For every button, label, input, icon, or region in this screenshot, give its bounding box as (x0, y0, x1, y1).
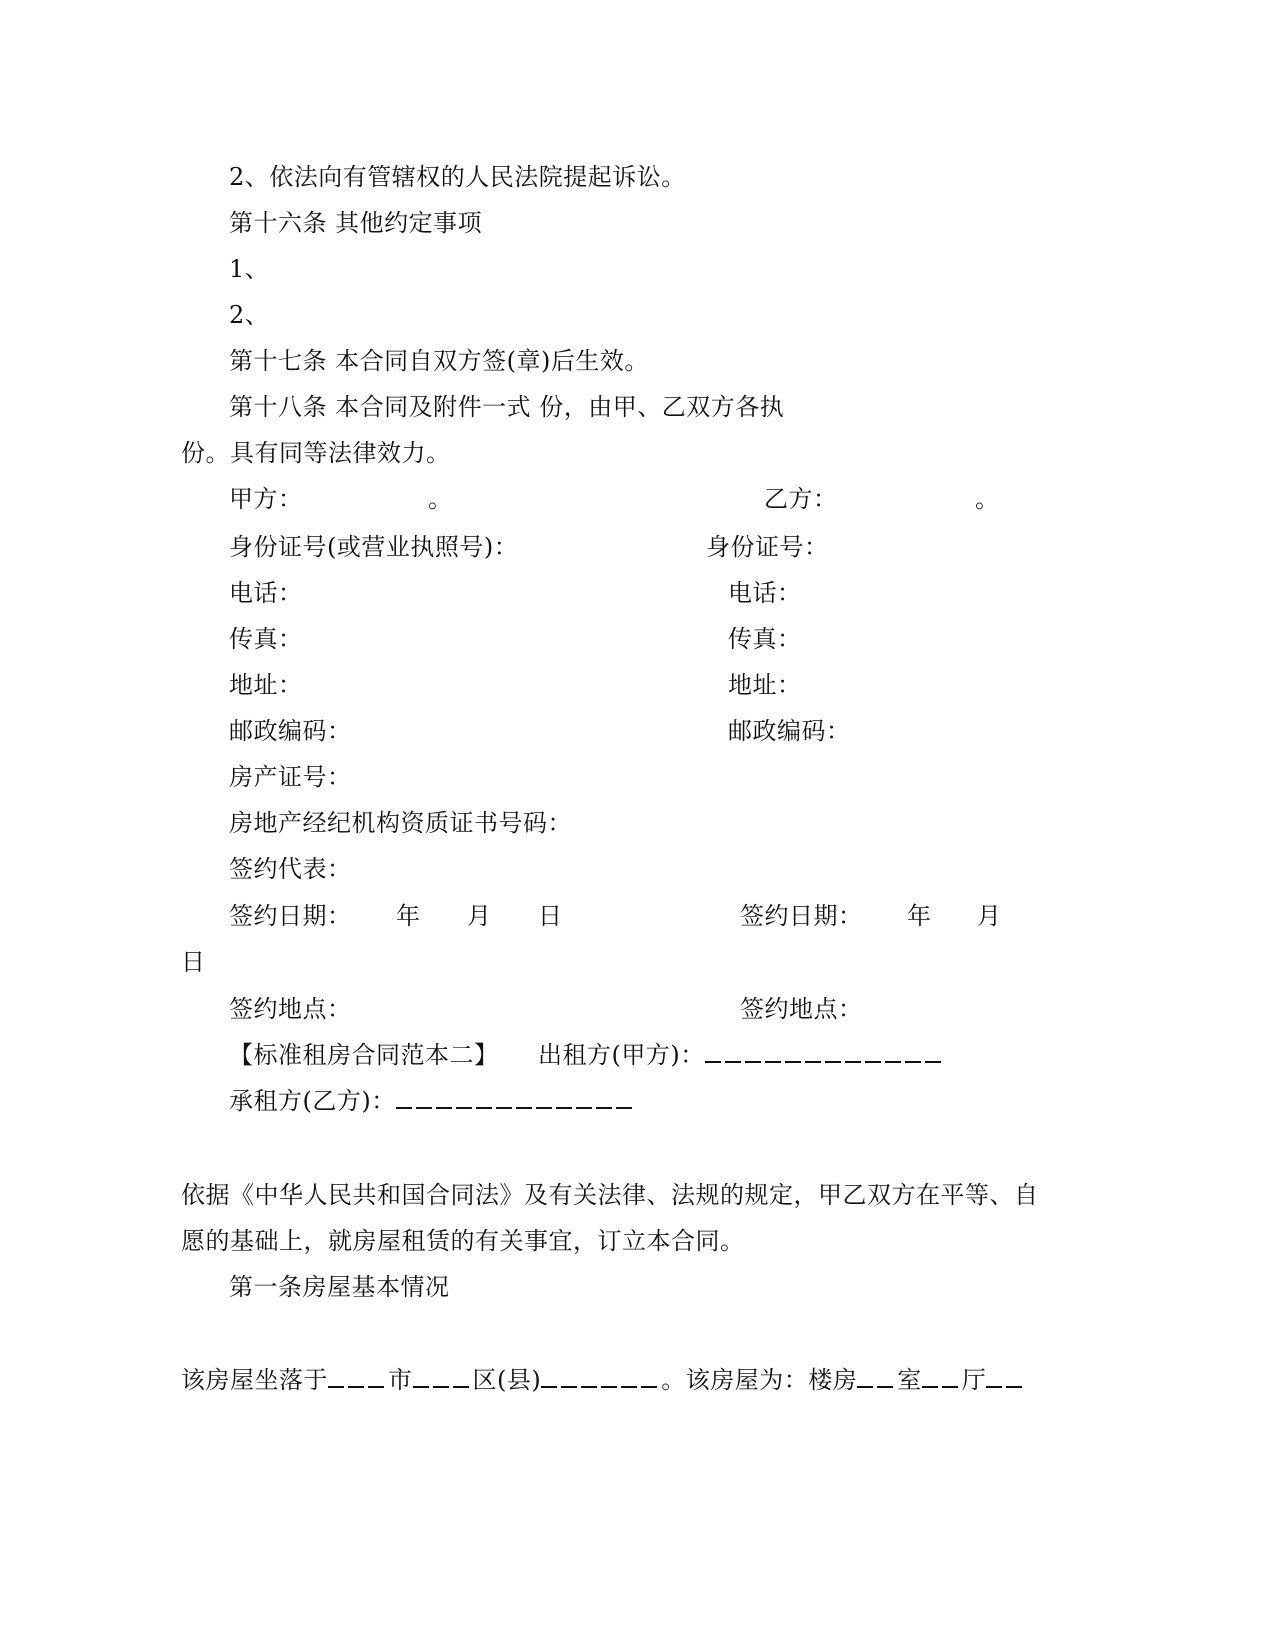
lessor-line (538, 1040, 945, 1070)
party-a-address-label: 地址： (229, 671, 303, 699)
city-label: 市 (388, 1366, 413, 1394)
party-b-name-end: 。 (975, 485, 1000, 513)
district-label: 区(县) (472, 1366, 542, 1394)
clause-15-item-2: 2、依法向有管辖权的人民法院提起诉讼。 (229, 163, 686, 191)
article-16-item-2: 2、 (229, 301, 270, 329)
lessee-line (229, 1086, 636, 1116)
district-blank (413, 1366, 473, 1394)
party-b-date-year: 年 (907, 902, 932, 930)
location-prefix: 该房屋坐落于 (181, 1366, 328, 1394)
party-b-date-month: 月 (977, 902, 1002, 930)
intro-line-1: 依据《中华人民共和国合同法》及有关法律、法规的规定，甲乙双方在平等、自 (181, 1181, 1039, 1209)
party-b-label: 乙方： (764, 485, 838, 513)
party-b-address-label: 地址： (728, 671, 802, 699)
party-b-phone-label: 电话： (728, 579, 802, 607)
lessor-label: 出租方(甲方)： (538, 1041, 705, 1069)
party-a-date-day: 日 (538, 902, 563, 930)
property-cert-label: 房产证号： (229, 763, 352, 791)
party-a-date-month: 月 (467, 902, 492, 930)
party-a-place-label: 签约地点： (229, 995, 352, 1023)
agency-cert-label: 房地产经纪机构资质证书号码： (229, 809, 572, 837)
party-b-date-day: 日 (181, 948, 206, 976)
article-16-title: 第十六条 其他约定事项 (229, 209, 483, 237)
lessor-blank (705, 1041, 945, 1069)
template-2-heading: 【标准租房合同范本二】 (229, 1041, 499, 1069)
signing-rep-label: 签约代表： (229, 855, 352, 883)
intro-line-2: 愿的基础上，就房屋租赁的有关事宜，订立本合同。 (181, 1227, 745, 1255)
party-a-id-label: 身份证号(或营业执照号)： (229, 533, 519, 561)
article-1-title: 第一条房屋基本情况 (229, 1273, 450, 1301)
party-b-id-label: 身份证号： (706, 533, 829, 561)
hall-blank (922, 1366, 962, 1394)
party-b-date-label: 签约日期： (740, 902, 863, 930)
hall-label: 厅 (961, 1366, 987, 1394)
article-17: 第十七条 本合同自双方签(章)后生效。 (229, 347, 649, 375)
party-b-postcode-label: 邮政编码： (728, 717, 851, 745)
article-18-line-2: 份。具有同等法律效力。 (181, 439, 451, 467)
street-blank (541, 1366, 661, 1394)
party-a-date-label: 签约日期： (229, 902, 352, 930)
house-type-label: 。该房屋为：楼房 (661, 1366, 858, 1394)
lessee-blank (396, 1087, 636, 1115)
party-a-fax-label: 传真： (229, 625, 303, 653)
party-a-phone-label: 电话： (229, 579, 303, 607)
party-a-date-year: 年 (396, 902, 421, 930)
party-b-fax-label: 传真： (728, 625, 802, 653)
party-a-name-end: 。 (428, 485, 453, 513)
article-16-item-1: 1、 (229, 255, 270, 283)
city-blank (328, 1366, 388, 1394)
party-a-label: 甲方： (229, 485, 303, 513)
room-blank (857, 1366, 897, 1394)
party-b-place-label: 签约地点： (740, 995, 863, 1023)
lessee-label: 承租方(乙方)： (229, 1087, 396, 1115)
party-a-postcode-label: 邮政编码： (229, 717, 352, 745)
trailing-blank (986, 1366, 1026, 1394)
location-line (181, 1365, 1026, 1395)
room-label: 室 (897, 1366, 922, 1394)
article-18-line-1: 第十八条 本合同及附件一式 份，由甲、乙双方各执 (229, 393, 785, 421)
